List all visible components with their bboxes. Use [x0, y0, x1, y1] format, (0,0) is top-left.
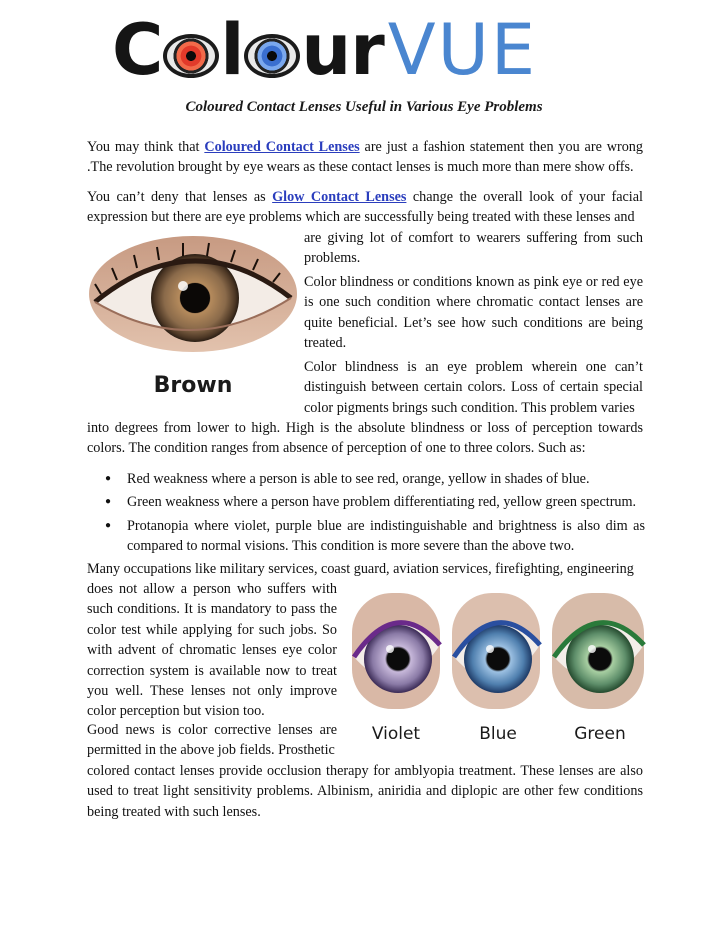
green-label: Green [574, 724, 626, 744]
violet-label: Violet [371, 724, 421, 744]
bullet-icon [105, 492, 127, 514]
paragraph-color-blindness: Color blindness is an eye problem wherein one can’t distinguish between certain colors. Loss of certain special color pigments brings such condition. This problem varies [304, 359, 643, 416]
p1-text-after: are just a fashion statement then you are wrong .The revolution brought by eye wears as these contact lenses is much more than mere show offs. [87, 139, 643, 176]
paragraph-color-blindness-continued: into degrees from lower to high. High is the absolute blindness or loss of perception towards colors. The condition ranges from absence of perception of one to three colors. Such as: [87, 420, 643, 457]
logo-text-ur: ur [301, 9, 384, 91]
paragraph-intro [87, 137, 643, 178]
bullet-icon [105, 469, 127, 491]
blue-label: Blue [479, 724, 517, 744]
paragraph-good-news: Good news is color corrective lenses are permitted in the above job fields. Prosthetic [87, 722, 337, 759]
paragraph-glow [87, 187, 643, 228]
glow-contact-lenses-link[interactable]: Glow Contact Lenses [272, 189, 407, 205]
bullet-list [105, 469, 645, 558]
p2-text-before: You can’t deny that lenses as [87, 189, 273, 205]
bullet-text: Protanopia where violet, purple blue are indistinguishable and brightness is also dim as compared to normal visions. This condition is more severe than the above two. [127, 517, 645, 555]
p2-text-after: change the overall look of your facial expression but there are eye problems which are successfully being treated with these lenses and [87, 189, 643, 226]
p1-text-before: You may think that [87, 139, 205, 155]
bullet-icon [105, 516, 127, 557]
page-title: Coloured Contact Lenses Useful in Various Eye Problems [185, 99, 543, 115]
list-item [105, 516, 645, 557]
violet-blue-green-lenses-image [348, 587, 648, 757]
logo-text-vue: VUE [387, 9, 538, 91]
blue-eye-o-icon [244, 34, 300, 78]
paragraph-occupations: Many occupations like military services, coast guard, aviation services, firefighting, engineering [87, 561, 634, 577]
red-eye-o-icon [163, 34, 219, 78]
logo-text-c: C [112, 9, 163, 91]
brown-label: Brown [153, 373, 233, 398]
paragraph-glow-continued: are giving lot of comfort to wearers suffering from such problems. [304, 230, 643, 267]
paragraph-good-news-continued: colored contact lenses provide occlusion therapy for amblyopia treatment. These lenses are also used to treat light sensitivity problems. Albinism, aniridia and diplopic are other few conditions being treated with such lenses. [87, 763, 643, 820]
bullet-text: Red weakness where a person is able to see red, orange, yellow in shades of blue. [127, 471, 590, 487]
bullet-text: Green weakness where a person have problem differentiating red, yellow green spectrum. [127, 494, 637, 511]
paragraph-occupations-continued: does not allow a person who suffers with such conditions. It is mandatory to pass the color test while applying for such jobs. So with advent of chromatic lenses eye color correction system is available now to treat you well. These lenses not only improve color perception but vision too. [87, 581, 337, 720]
list-item [105, 492, 645, 514]
colourvue-logo [112, 8, 582, 92]
paragraph-pink-eye: Color blindness or conditions known as pink eye or red eye is one such condition where chromatic contact lenses are quite beneficial. Let’s see how such conditions are being treated. [304, 274, 643, 352]
coloured-contact-lenses-link[interactable]: Coloured Contact Lenses [204, 139, 360, 155]
brown-lens-eye-image [87, 232, 299, 404]
list-item [105, 469, 645, 491]
logo-text-l: l [220, 9, 244, 91]
